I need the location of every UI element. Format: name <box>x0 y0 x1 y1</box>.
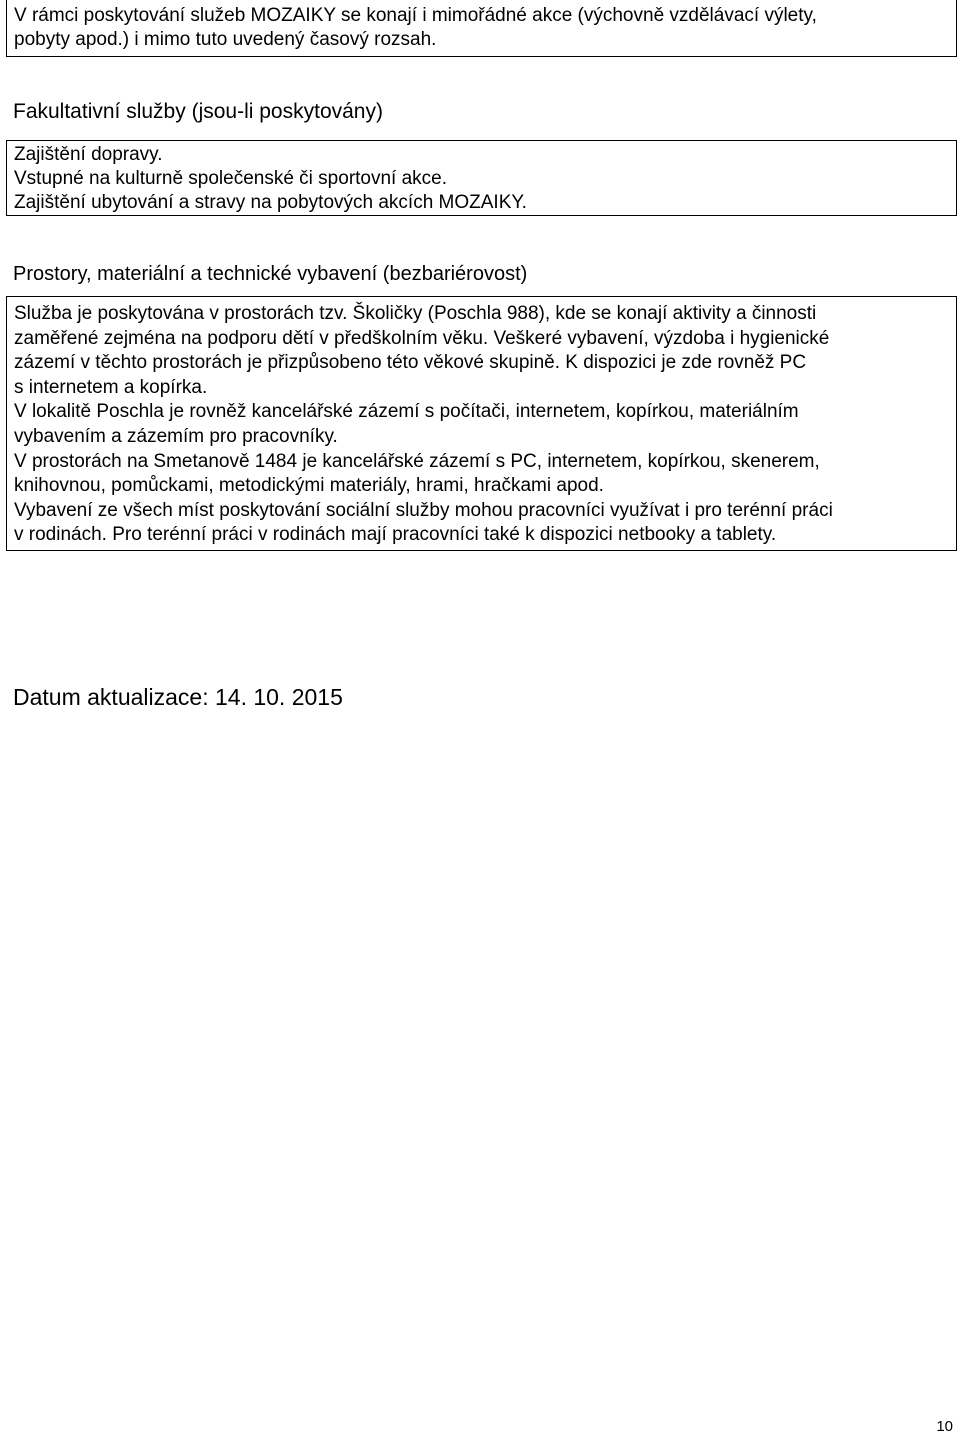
prostory-box <box>6 296 957 551</box>
prostory-heading: Prostory, materiální a technické vybavení (bezbariérovost) <box>13 263 528 285</box>
fakultativni-line-1: Zajištění dopravy. <box>14 144 163 165</box>
prostory-line-1: Služba je poskytována v prostorách tzv. Školičky (Poschla 988), kde se konají aktivity a činnosti <box>14 303 817 324</box>
fakultativni-line-3: Zajištění ubytování a stravy na pobytových akcích MOZAIKY. <box>14 192 527 213</box>
fakultativni-box <box>6 140 957 216</box>
prostory-line-5: V lokalitě Poschla je rovněž kancelářské zázemí s počítači, internetem, kopírkou, materiálním <box>14 401 799 422</box>
page-number: 10 <box>936 1418 953 1435</box>
intro-line-2: pobyty apod.) i mimo tuto uvedený časový rozsah. <box>14 29 437 50</box>
intro-box <box>6 0 957 57</box>
prostory-line-9: Vybavení ze všech míst poskytování sociální služby mohou pracovníci využívat i pro terénní práci <box>14 500 833 521</box>
prostory-line-6: vybavením a zázemím pro pracovníky. <box>14 426 338 447</box>
fakultativni-heading: Fakultativní služby (jsou-li poskytovány) <box>13 100 383 123</box>
prostory-line-3: zázemí v těchto prostorách je přizpůsobeno této věkové skupině. K dispozici je zde rovněž PC <box>14 352 807 373</box>
prostory-line-8: knihovnou, pomůckami, metodickými materiály, hrami, hračkami apod. <box>14 475 604 496</box>
prostory-line-4: s internetem a kopírka. <box>14 377 208 398</box>
prostory-line-2: zaměřené zejména na podporu dětí v předškolním věku. Veškeré vybavení, výzdoba i hygienické <box>14 328 830 349</box>
prostory-line-7: V prostorách na Smetanově 1484 je kancelářské zázemí s PC, internetem, kopírkou, skenerem, <box>14 451 820 472</box>
intro-line-1: V rámci poskytování služeb MOZAIKY se konají i mimořádné akce (výchovně vzdělávací výlety, <box>14 5 817 26</box>
prostory-line-10: v rodinách. Pro terénní práci v rodinách mají pracovníci také k dispozici netbooky a tablety. <box>14 524 777 545</box>
update-date: Datum aktualizace: 14. 10. 2015 <box>13 684 343 710</box>
fakultativni-line-2: Vstupné na kulturně společenské či sportovní akce. <box>14 168 448 189</box>
